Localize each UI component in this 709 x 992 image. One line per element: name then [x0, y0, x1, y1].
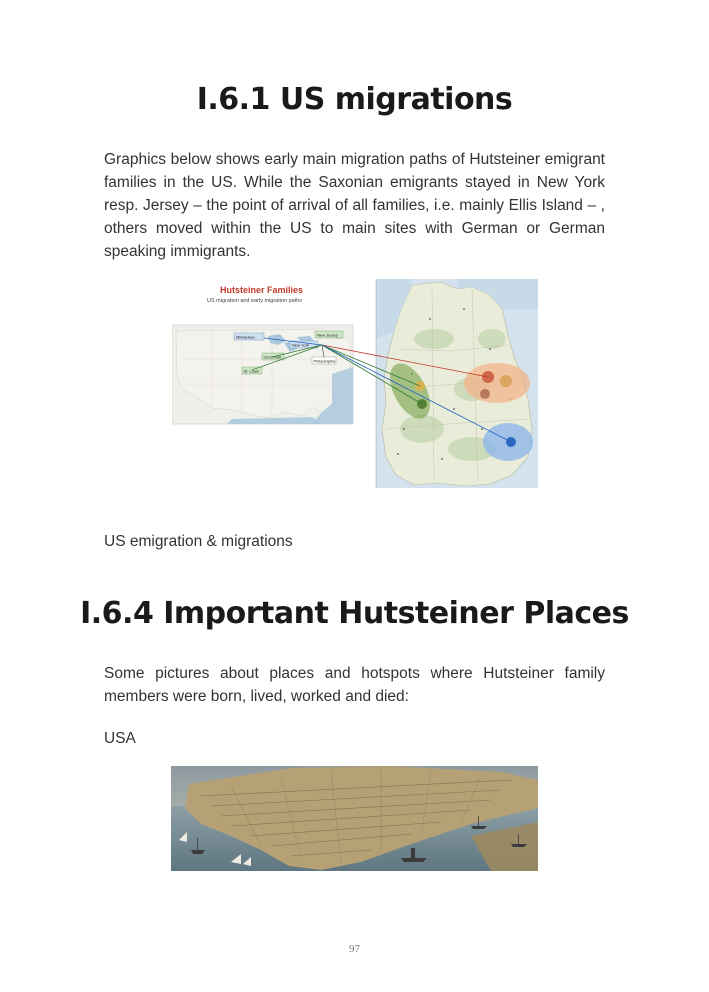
section-heading-us-migrations: I.6.1 US migrations: [196, 82, 513, 117]
box-label-new-jersey: New Jersey: [317, 332, 338, 338]
box-label-new-york: New York: [292, 342, 309, 348]
section-paragraph-important-places: Some pictures about places and hotspots where Hutsteiner family members were born, lived, worked and died:: [104, 665, 605, 705]
section-paragraph-us-migrations: Graphics below shows early main migration paths of Hutsteiner emigrant families in the US. While the Saxonian emigrants stayed in New York resp. Jersey – the point of arrival of all families, i.e. mainly Ellis Island – , others moved within the US to main sites with German or German speaking immigrants.: [104, 151, 605, 260]
section-heading-important-places: I.6.4 Important Hutsteiner Places: [80, 596, 629, 631]
page-number: 97: [349, 943, 360, 955]
figure-title: Hutsteiner Families: [220, 285, 304, 295]
new-york-engraving-image: [171, 766, 538, 871]
us-map-panel: [172, 325, 353, 424]
box-label-philadelphia: Philadelphia: [313, 358, 336, 364]
migration-map-figure: [172, 279, 538, 488]
germany-map-panel: [376, 279, 538, 488]
figure-subtitle: US migration and early migration paths: [207, 298, 303, 304]
subheading-usa: USA: [104, 730, 136, 747]
box-label-milwaukee: Milwaukee: [236, 334, 255, 340]
box-label-st-louis: St. Louis: [243, 368, 260, 374]
box-label-cincinnati: Cincinnati: [263, 354, 282, 360]
figure-caption: US emigration & migrations: [104, 533, 293, 550]
